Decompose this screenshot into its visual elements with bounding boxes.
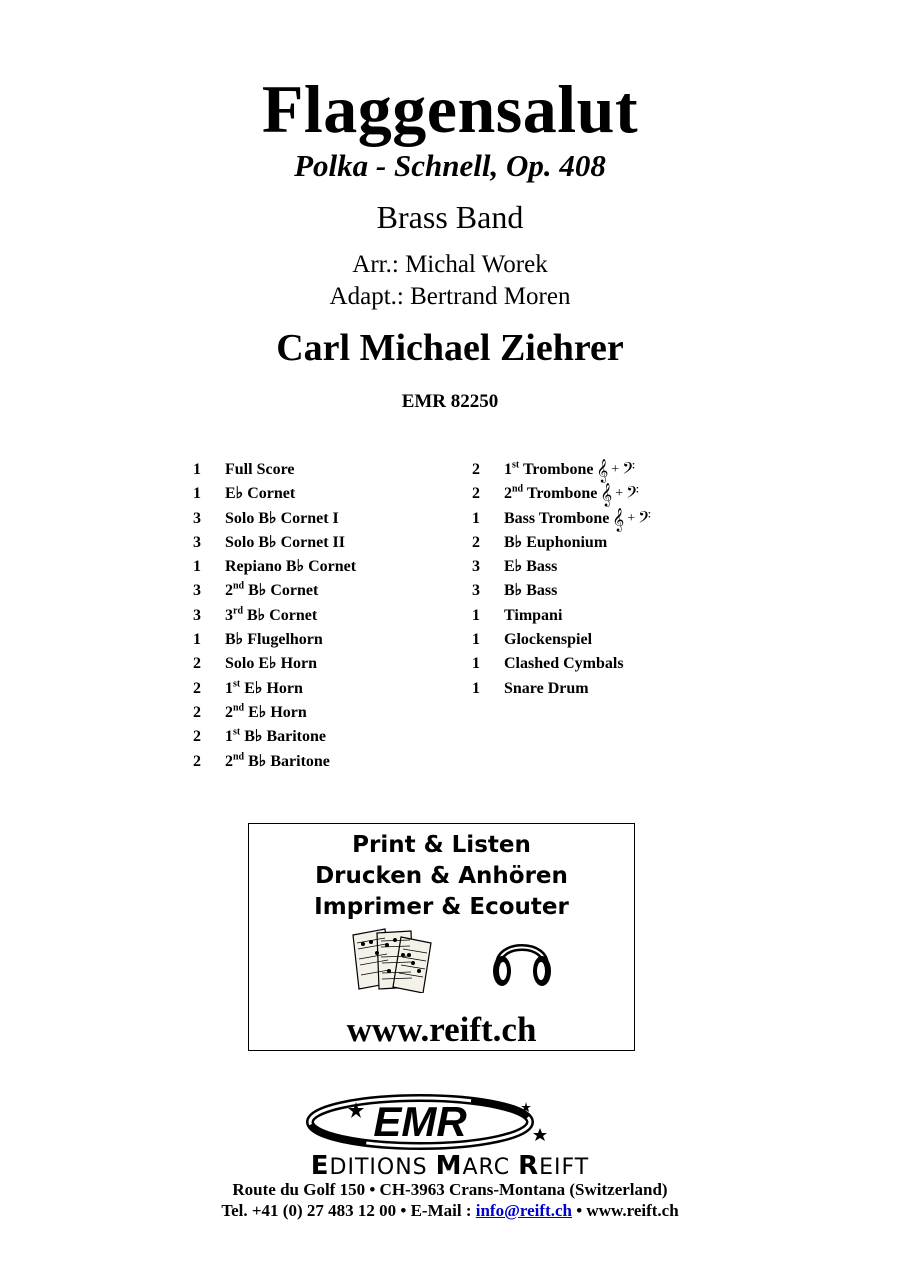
publisher-name-part: R bbox=[518, 1151, 540, 1180]
part-name-text: E♭ Horn bbox=[244, 703, 307, 721]
promo-icons bbox=[249, 927, 634, 997]
part-name-text: Glockenspiel bbox=[504, 631, 593, 649]
part-quantity: 2 bbox=[472, 461, 480, 478]
part-quantity: 1 bbox=[193, 558, 201, 576]
part-name-text: 2 bbox=[504, 485, 512, 503]
print-listen-box[interactable] bbox=[248, 823, 635, 1051]
part-ordinal-suffix: rd bbox=[233, 605, 243, 617]
part-name bbox=[504, 652, 624, 676]
part-quantity: 3 bbox=[472, 558, 480, 576]
part-row bbox=[472, 628, 732, 652]
contact-phone: Tel. +41 (0) 27 483 12 00 • E-Mail : bbox=[221, 1201, 476, 1220]
part-quantity: 1 bbox=[193, 485, 201, 503]
part-row bbox=[193, 458, 463, 482]
part-name-text: Bass Trombone bbox=[504, 509, 610, 527]
treble-clef-icon: 𝄞 bbox=[612, 506, 625, 531]
clef-icons bbox=[600, 482, 639, 506]
part-name-text: Solo B♭ Cornet II bbox=[225, 533, 345, 551]
part-name bbox=[225, 458, 294, 482]
emr-logo-text: EMR bbox=[373, 1098, 467, 1145]
part-name-text: 1 bbox=[225, 679, 233, 697]
treble-clef-icon: 𝄞 bbox=[596, 458, 609, 483]
part-name-text: E♭ Cornet bbox=[225, 485, 296, 503]
composer-name: Carl Michael Ziehrer bbox=[276, 327, 624, 369]
part-row bbox=[472, 677, 732, 701]
part-name-text: Solo B♭ Cornet I bbox=[225, 509, 339, 527]
part-name bbox=[504, 677, 589, 701]
part-ordinal-suffix: nd bbox=[233, 751, 245, 763]
part-ordinal-suffix: st bbox=[512, 459, 520, 471]
part-row bbox=[472, 458, 732, 482]
publisher-name-part: DITIONS bbox=[329, 1155, 436, 1180]
plus-sign: + bbox=[615, 486, 624, 502]
catalog-code: EMR 82250 bbox=[401, 391, 499, 412]
promo-line-2: Drucken & Anhören bbox=[315, 863, 568, 889]
part-row bbox=[472, 482, 732, 506]
bass-clef-icon: 𝄢 bbox=[638, 506, 651, 531]
part-quantity: 3 bbox=[193, 582, 201, 600]
publisher-address: Route du Golf 150 • CH-3963 Crans-Montana (Switzerland) bbox=[232, 1180, 668, 1199]
part-name bbox=[504, 579, 557, 603]
part-name bbox=[225, 750, 330, 774]
part-name bbox=[504, 458, 593, 482]
part-row bbox=[193, 531, 463, 555]
part-name bbox=[225, 701, 307, 725]
part-row bbox=[472, 604, 732, 628]
arranger-credit: Arr.: Michal Worek bbox=[352, 251, 548, 278]
bass-clef-icon: 𝄢 bbox=[622, 458, 636, 483]
part-quantity: 1 bbox=[472, 655, 480, 673]
part-name bbox=[504, 482, 597, 506]
part-quantity: 1 bbox=[193, 631, 201, 649]
part-quantity: 3 bbox=[193, 533, 201, 551]
part-name-text: Solo E♭ Horn bbox=[225, 655, 318, 673]
part-name bbox=[225, 531, 345, 555]
part-ordinal-suffix: nd bbox=[233, 702, 245, 714]
part-name-text: 2 bbox=[225, 582, 233, 600]
part-name-text: Trombone bbox=[519, 461, 594, 478]
part-quantity: 3 bbox=[193, 606, 201, 624]
part-name-text: 2 bbox=[225, 703, 233, 721]
page-title: Flaggensalut bbox=[261, 71, 639, 147]
part-row bbox=[193, 507, 463, 531]
part-row bbox=[193, 750, 463, 774]
part-quantity: 3 bbox=[472, 582, 480, 600]
part-row bbox=[193, 579, 463, 603]
part-ordinal-suffix: nd bbox=[512, 483, 524, 495]
part-name bbox=[225, 507, 339, 531]
parts-list-right bbox=[472, 458, 732, 701]
part-name-text: 3 bbox=[225, 606, 233, 624]
part-row bbox=[472, 579, 732, 603]
part-name bbox=[225, 652, 317, 676]
part-quantity: 2 bbox=[193, 655, 201, 673]
plus-sign: + bbox=[627, 510, 636, 526]
publisher-name-part: ARC bbox=[462, 1155, 519, 1180]
part-name-text: B♭ Flugelhorn bbox=[225, 631, 323, 649]
headphones-icon bbox=[491, 927, 553, 991]
clef-icons bbox=[596, 458, 635, 482]
part-name bbox=[225, 604, 317, 628]
part-name-text: B♭ Cornet bbox=[244, 582, 319, 600]
contact-website[interactable]: • www.reift.ch bbox=[571, 1201, 679, 1220]
part-name-text: B♭ Euphonium bbox=[504, 533, 608, 551]
part-name-text: B♭ Cornet bbox=[243, 606, 318, 624]
part-row bbox=[193, 482, 463, 506]
part-ordinal-suffix: nd bbox=[233, 581, 245, 593]
part-name-text: B♭ Bass bbox=[504, 582, 558, 600]
part-name-text: 1 bbox=[225, 728, 233, 746]
part-name-text: Repiano B♭ Cornet bbox=[225, 558, 357, 576]
part-row bbox=[472, 531, 732, 555]
part-name-text: B♭ Baritone bbox=[240, 728, 326, 746]
part-row bbox=[472, 652, 732, 676]
part-row bbox=[472, 507, 732, 531]
part-name-text: Trombone bbox=[523, 485, 598, 503]
promo-line-3: Imprimer & Ecouter bbox=[314, 894, 569, 920]
sheet-music-icon bbox=[349, 927, 441, 993]
part-quantity: 1 bbox=[472, 631, 480, 649]
part-row bbox=[193, 677, 463, 701]
part-name bbox=[225, 725, 326, 749]
part-name-text: E♭ Bass bbox=[504, 558, 558, 576]
part-quantity: 1 bbox=[193, 461, 201, 478]
publisher-name-part: EIFT bbox=[539, 1155, 590, 1180]
part-ordinal-suffix: st bbox=[233, 678, 241, 690]
clef-icons bbox=[612, 507, 651, 531]
part-name-text: B♭ Baritone bbox=[244, 752, 330, 770]
part-name-text: 1 bbox=[504, 461, 512, 478]
promo-text bbox=[249, 830, 634, 923]
part-quantity: 2 bbox=[472, 533, 480, 551]
publisher-name bbox=[311, 1151, 589, 1180]
part-quantity: 1 bbox=[472, 509, 480, 527]
part-name bbox=[504, 555, 557, 579]
part-name bbox=[504, 507, 609, 531]
email-link[interactable]: info@reift.ch bbox=[475, 1201, 572, 1220]
part-quantity: 1 bbox=[472, 606, 480, 624]
part-name bbox=[504, 531, 607, 555]
part-quantity: 2 bbox=[193, 703, 201, 721]
part-quantity: 2 bbox=[193, 752, 201, 770]
part-name-text: 2 bbox=[225, 752, 233, 770]
treble-clef-icon: 𝄞 bbox=[600, 482, 613, 507]
part-row bbox=[193, 652, 463, 676]
bass-clef-icon: 𝄢 bbox=[626, 482, 639, 507]
part-ordinal-suffix: st bbox=[233, 726, 241, 738]
part-quantity: 3 bbox=[193, 509, 201, 527]
part-name-text: Snare Drum bbox=[504, 679, 589, 697]
adapter-credit: Adapt.: Bertrand Moren bbox=[329, 283, 571, 310]
part-row bbox=[193, 725, 463, 749]
subtitle: Polka - Schnell, Op. 408 bbox=[294, 148, 606, 183]
part-name bbox=[225, 482, 295, 506]
part-row bbox=[193, 628, 463, 652]
plus-sign: + bbox=[611, 462, 620, 477]
part-name bbox=[225, 677, 303, 701]
part-name bbox=[225, 579, 318, 603]
part-quantity: 2 bbox=[193, 679, 201, 697]
publisher-name-part: E bbox=[310, 1151, 330, 1180]
part-name bbox=[504, 628, 592, 652]
part-name bbox=[225, 555, 356, 579]
part-name-text: Full Score bbox=[225, 461, 295, 478]
part-name bbox=[504, 604, 562, 628]
publisher-contact bbox=[0, 1201, 900, 1221]
part-name-text: E♭ Horn bbox=[240, 679, 303, 697]
part-row bbox=[193, 604, 463, 628]
parts-list-left bbox=[193, 458, 463, 774]
promo-line-1: Print & Listen bbox=[352, 832, 531, 858]
part-quantity: 2 bbox=[472, 485, 480, 503]
ensemble-label: Brass Band bbox=[376, 199, 524, 235]
part-quantity: 2 bbox=[193, 728, 201, 746]
part-name bbox=[225, 628, 323, 652]
part-name-text: Timpani bbox=[504, 606, 563, 624]
publisher-name-part: M bbox=[435, 1151, 463, 1180]
part-row bbox=[472, 555, 732, 579]
part-row bbox=[193, 555, 463, 579]
part-quantity: 1 bbox=[472, 679, 480, 697]
promo-url[interactable]: www.reift.ch bbox=[346, 1010, 537, 1049]
emr-logo bbox=[250, 1088, 650, 1180]
part-row bbox=[193, 701, 463, 725]
part-name-text: Clashed Cymbals bbox=[504, 655, 624, 673]
